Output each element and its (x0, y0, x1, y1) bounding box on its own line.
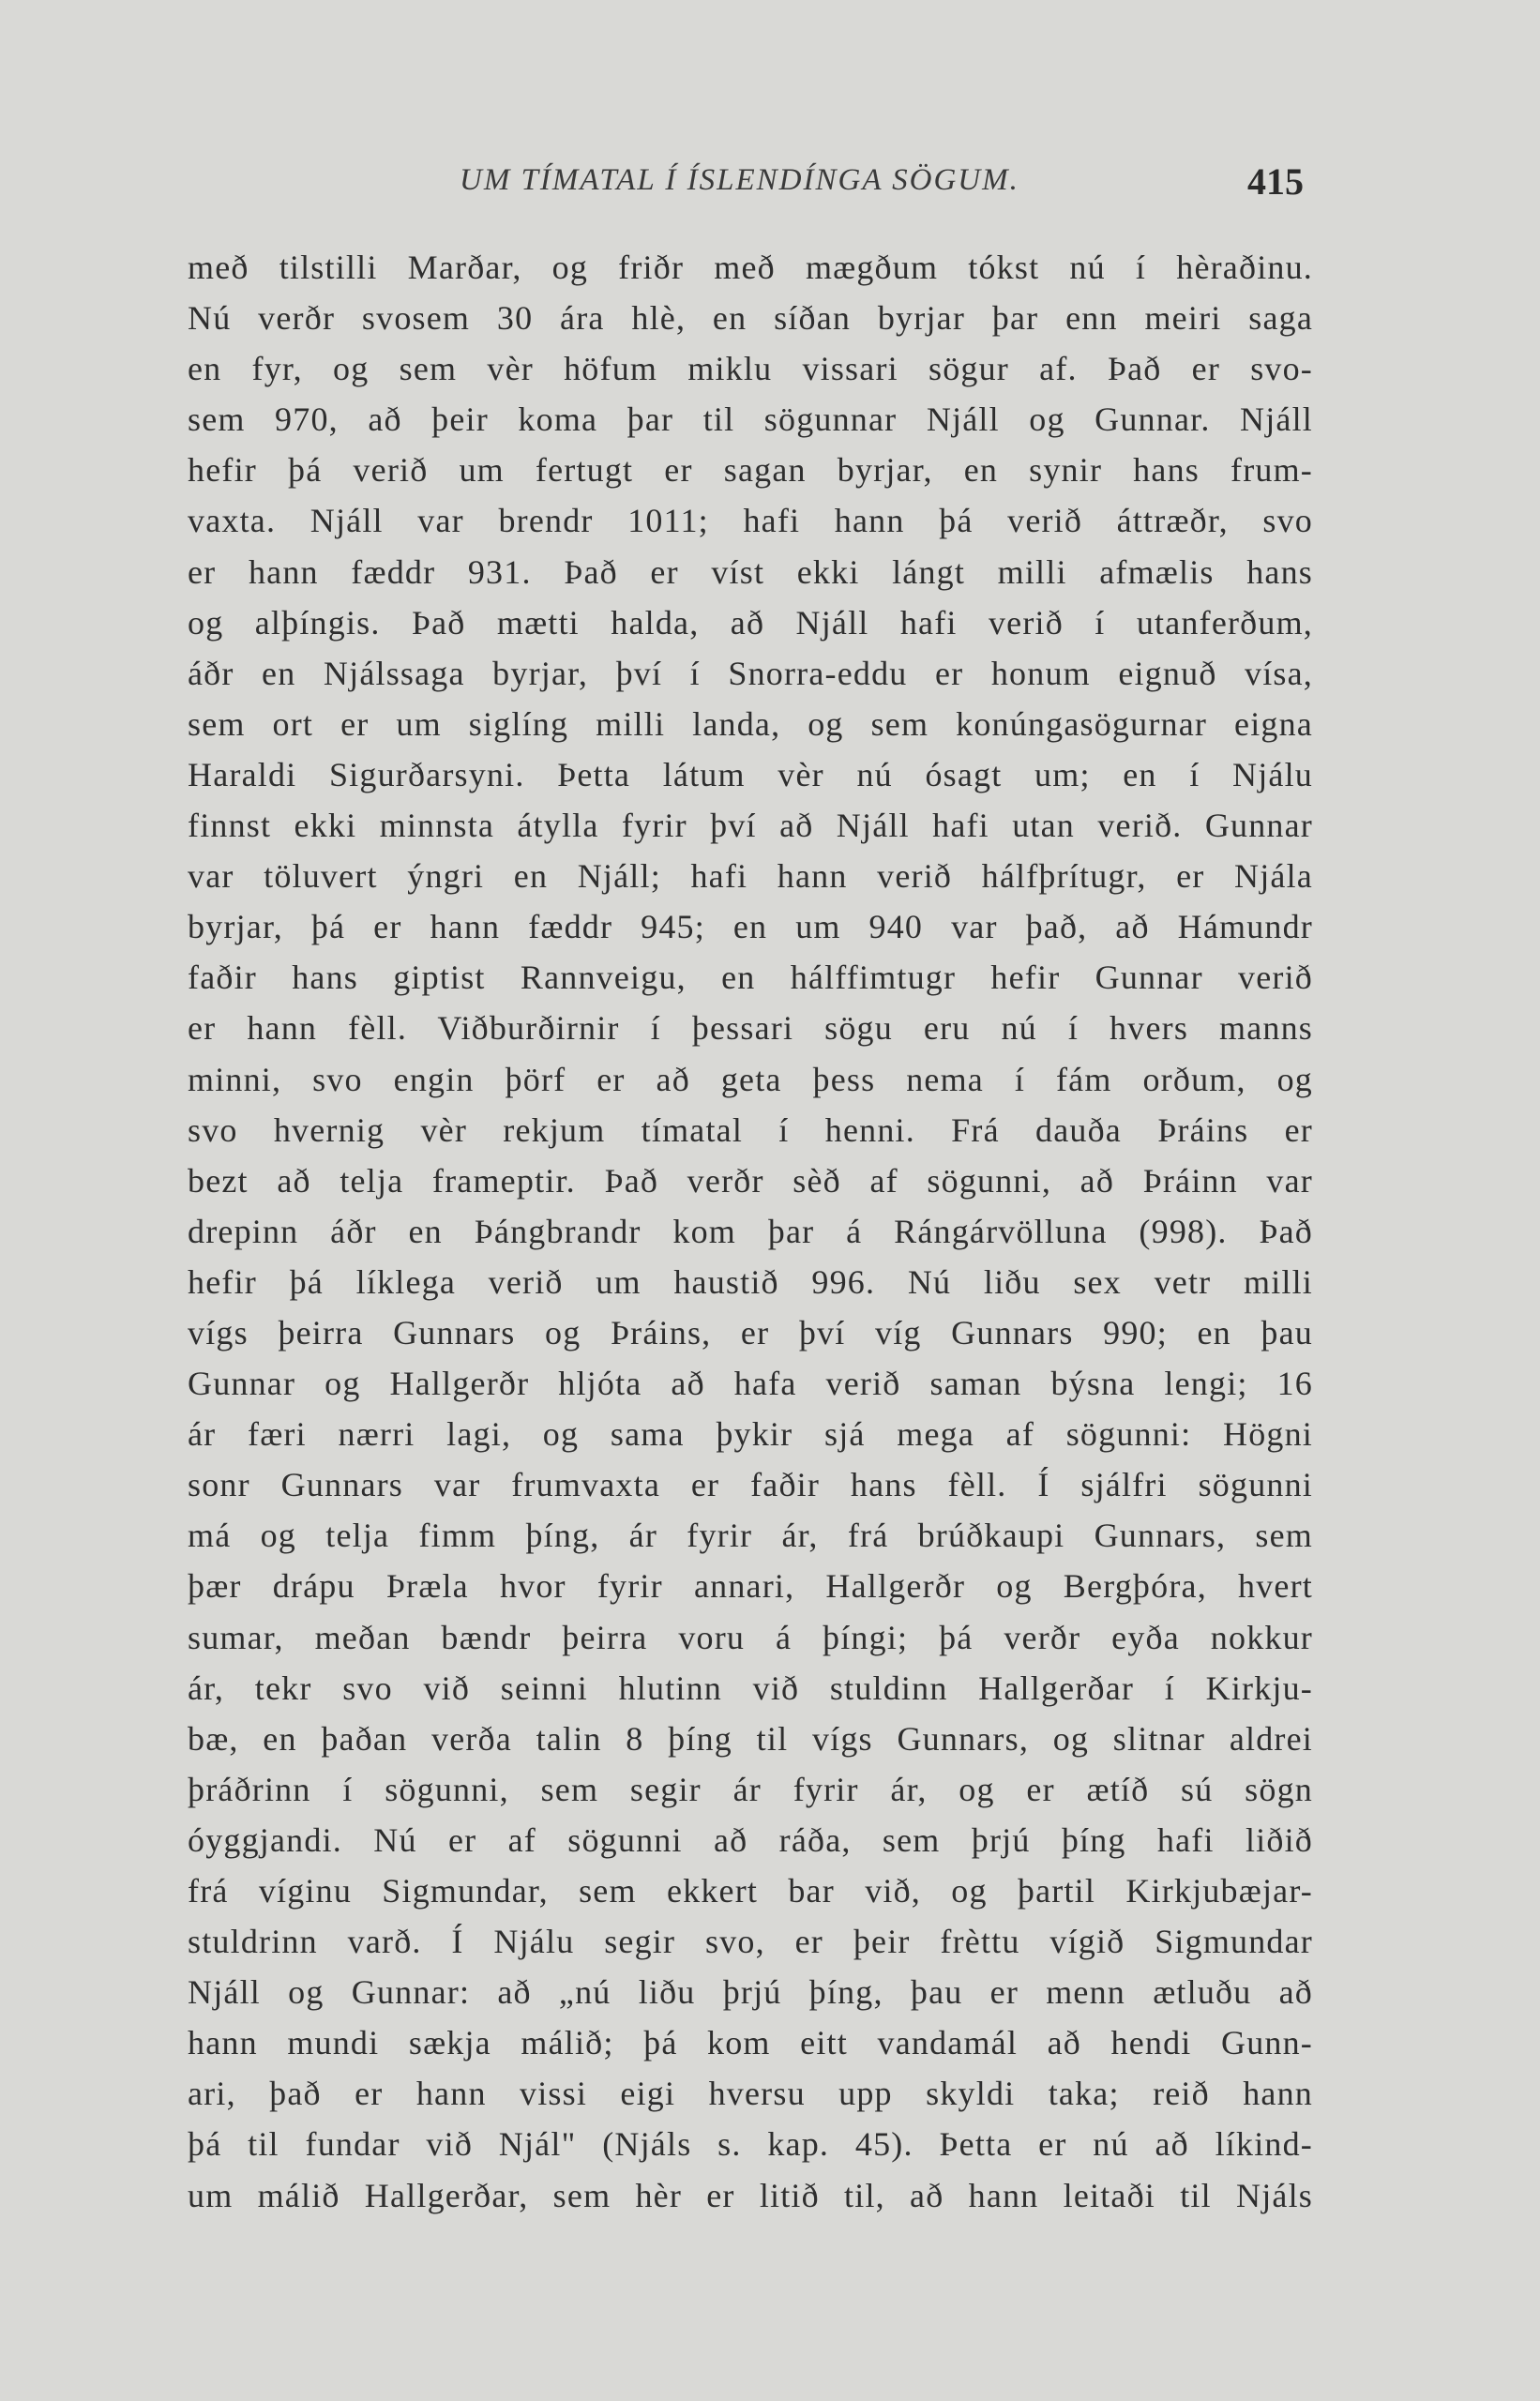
text-line: var töluvert ýngri en Njáll; hafi hann verið hálfþrítugr, er Njála (188, 857, 1313, 896)
text-line: Haraldi Sigurðarsyni. Þetta látum vèr nú ósagt um; en í Njálu (188, 755, 1313, 793)
text-line: stuldrinn varð. Í Njálu segir svo, er þeir frèttu vígið Sigmundar (188, 1923, 1313, 1961)
text-line: vígs þeirra Gunnars og Þráins, er því víg Gunnars 990; en þau (188, 1313, 1313, 1352)
text-line: Njáll og Gunnar: að „nú liðu þrjú þíng, þau er menn ætluðu að (188, 1973, 1313, 2012)
text-line: þráðrinn í sögunni, sem segir ár fyrir ár, og er ætíð sú sögn (188, 1770, 1313, 1808)
text-line: hefir þá líklega verið um haustið 996. Nú liðu sex vetr milli (188, 1262, 1313, 1301)
text-line: er hann fèll. Viðburðirnir í þessari sögu eru nú í hvers manns (188, 1009, 1313, 1048)
text-line: sonr Gunnars var frumvaxta er faðir hans fèll. Í sjálfri sögunni (188, 1466, 1313, 1504)
text-line: þær drápu Þræla hvor fyrir annari, Hallgerðr og Bergþóra, hvert (188, 1567, 1313, 1606)
text-line: sem ort er um siglíng milli landa, og sem konúngasögurnar eigna (188, 704, 1313, 743)
text-line: þá til fundar við Njál" (Njáls s. kap. 45). Þetta er nú að líkind- (188, 2125, 1313, 2164)
text-line: frá víginu Sigmundar, sem ekkert bar við, og þartil Kirkjubæjar- (188, 1872, 1313, 1910)
running-head (188, 160, 1315, 210)
text-line: hann mundi sækja málið; þá kom eitt vandamál að hendi Gunn- (188, 2024, 1313, 2062)
text-line: ár færi nærri lagi, og sama þykir sjá mega af sögunni: Högni (188, 1415, 1313, 1454)
text-line: með tilstilli Marðar, og friðr með mægðum tókst nú í hèraðinu. (188, 249, 1313, 286)
running-title: UM TÍMATAL Í ÍSLENDÍNGA SÖGUM. (460, 163, 1019, 197)
text-line: um málið Hallgerðar, sem hèr er litið til, að hann leitaði til Njáls (188, 2176, 1313, 2214)
body-text (188, 242, 1313, 2221)
text-line: drepinn áðr en Þángbrandr kom þar á Rángárvöllunа (998). Það (188, 1212, 1313, 1250)
text-line: minni, svo engin þörf er að geta þess nema í fám orðum, og (188, 1060, 1313, 1098)
text-line: vaxta. Njáll var brendr 1011; hafi hann þá verið áttræðr, svo (188, 502, 1313, 540)
text-line: má og telja fimm þíng, ár fyrir ár, frá brúðkaupi Gunnars, sem (188, 1517, 1313, 1555)
page-number: 415 (1247, 160, 1304, 203)
text-line: og alþíngis. Það mætti halda, að Njáll hafi verið í utanferðum, (188, 603, 1313, 642)
text-line: hefir þá verið um fertugt er sagan byrjar, en synir hans frum- (188, 451, 1313, 490)
text-line: ár, tekr svo við seinni hlutinn við stuldinn Hallgerðar í Kirkju- (188, 1669, 1313, 1707)
text-line: áðr en Njálssaga byrjar, því í Snorra-eddu er honum eignuð vísa, (188, 654, 1313, 692)
text-line: bæ, en þaðan verða talin 8 þíng til vígs Gunnars, og slitnar aldrei (188, 1719, 1313, 1758)
text-line: bezt að telja frameptir. Það verðr sèð af sögunni, að Þráinn var (188, 1161, 1313, 1200)
text-line: svo hvernig vèr rekjum tímatal í henni. Frá dauða Þráins er (188, 1110, 1313, 1149)
text-line: óyggjandi. Nú er af sögunni að ráða, sem þrjú þíng hafi liðið (188, 1820, 1313, 1859)
text-line: Nú verðr svosem 30 ára hlè, en síðan byrjar þar enn meiri saga (188, 299, 1313, 338)
text-line: sem 970, að þeir koma þar til sögunnar Njáll og Gunnar. Njáll (188, 400, 1313, 439)
text-line: byrjar, þá er hann fæddr 945; en um 940 var það, að Hámundr (188, 908, 1313, 946)
text-line: ari, það er hann vissi eigi hversu upp skyldi taka; reið hann (188, 2075, 1313, 2113)
text-line: sumar, meðan bændr þeirra voru á þíngi; þá verðr eyða nokkur (188, 1618, 1313, 1656)
text-line: Gunnar og Hallgerðr hljóta að hafa verið saman býsna lengi; 16 (188, 1365, 1313, 1403)
text-line: en fyr, og sem vèr höfum miklu vissari sögur af. Það er svo- (188, 350, 1313, 388)
text-line: faðir hans giptist Rannveigu, en hálffimtugr hefir Gunnar verið (188, 959, 1313, 997)
text-line: finnst ekki minnsta átylla fyrir því að Njáll hafi utan verið. Gunnar (188, 807, 1313, 845)
text-line: er hann fæddr 931. Það er víst ekki lángt milli afmælis hans (188, 552, 1313, 591)
